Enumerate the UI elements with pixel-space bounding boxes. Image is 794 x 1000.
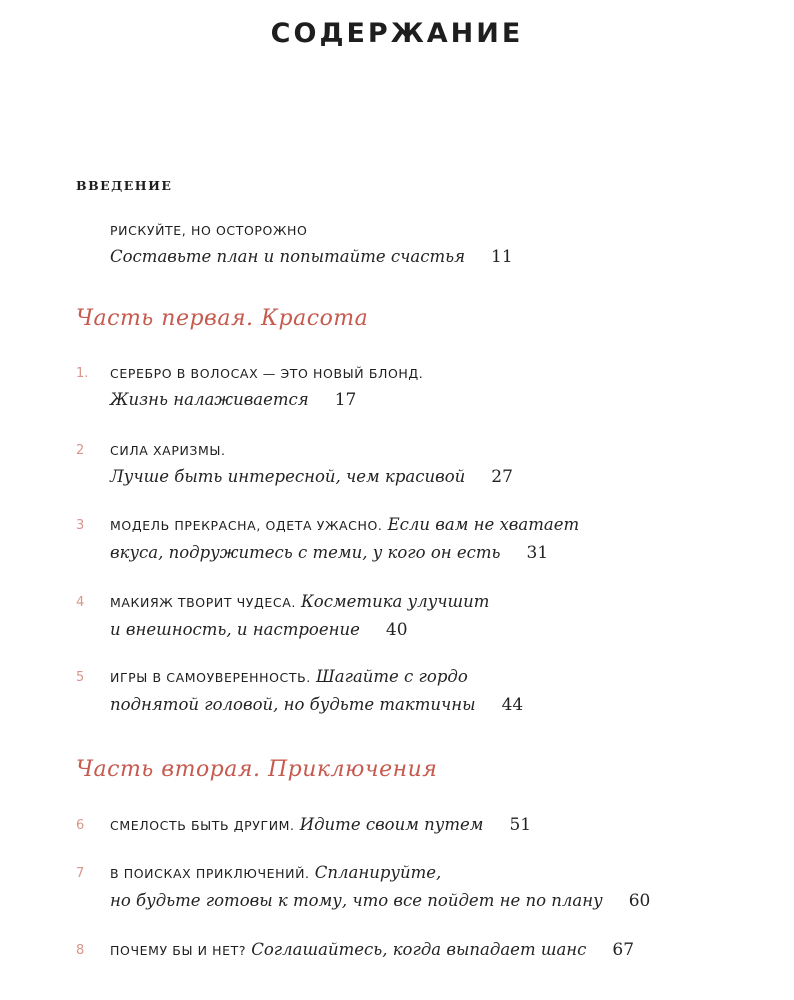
- chapter-heading: СМЕЛОСТЬ БЫТЬ ДРУГИМ.: [110, 818, 295, 833]
- chapter-6-line[interactable]: [110, 810, 531, 841]
- chapter-heading: МАКИЯЖ ТВОРИТ ЧУДЕСА.: [110, 595, 296, 610]
- intro-subtitle: Составьте план и попытайте счастья: [110, 247, 466, 266]
- chapter-heading: В ПОИСКАХ ПРИКЛЮЧЕНИЙ.: [110, 866, 310, 881]
- chapter-subtitle-start: Косметика улучшит: [301, 592, 490, 611]
- part-one-title: Часть первая. Красота: [76, 306, 369, 331]
- chapter-number: 8: [76, 943, 85, 958]
- chapter-number: 1.: [76, 366, 89, 381]
- chapter-number: 7: [76, 866, 85, 881]
- page-number: 17: [334, 390, 357, 410]
- page-number: 27: [491, 467, 513, 487]
- chapter-7-subtitle-line[interactable]: [110, 886, 650, 916]
- chapter-subtitle: Идите своим путем: [299, 815, 484, 834]
- chapter-subtitle: Лучше быть интересной, чем красивой: [110, 467, 466, 486]
- page-number: 11: [491, 247, 513, 267]
- chapter-3-heading-line[interactable]: [110, 510, 579, 541]
- chapter-3-subtitle-line[interactable]: [110, 538, 548, 568]
- chapter-number: 4: [76, 595, 85, 610]
- chapter-number: 5: [76, 670, 85, 685]
- page-number: 44: [501, 695, 524, 715]
- chapter-subtitle: вкуса, подружитесь с теми, у кого он есть: [110, 543, 501, 562]
- chapter-subtitle: и внешность, и настроение: [110, 620, 360, 639]
- chapter-subtitle: Жизнь налаживается: [110, 390, 309, 409]
- chapter-subtitle: но будьте готовы к тому, что все пойдет не по плану: [110, 891, 603, 910]
- page-number: 40: [385, 620, 408, 640]
- chapter-subtitle: Соглашайтесь, когда выпадает шанс: [251, 940, 587, 959]
- chapter-2-subtitle-line[interactable]: [110, 462, 513, 492]
- page-number: 51: [509, 815, 532, 835]
- chapter-1-subtitle-line[interactable]: [110, 385, 356, 415]
- chapter-subtitle-start: Если вам не хватает: [387, 515, 580, 534]
- chapter-4-subtitle-line[interactable]: [110, 615, 408, 645]
- page-number: 31: [526, 543, 549, 563]
- chapter-number: 3: [76, 518, 85, 533]
- part-two-title: Часть вторая. Приключения: [76, 757, 438, 782]
- page-number: 67: [612, 940, 635, 960]
- chapter-5-heading-line[interactable]: [110, 662, 468, 693]
- intro-subtitle-line[interactable]: [110, 242, 513, 272]
- chapter-subtitle-start: Шагайте с гордо: [315, 667, 468, 686]
- chapter-7-heading-line[interactable]: [110, 858, 441, 889]
- chapter-number: 2: [76, 443, 85, 458]
- chapter-number: 6: [76, 818, 85, 833]
- page-number: 60: [628, 891, 651, 911]
- chapter-5-subtitle-line[interactable]: [110, 690, 523, 720]
- chapter-heading: ПОЧЕМУ БЫ И НЕТ?: [110, 943, 247, 958]
- chapter-heading: МОДЕЛЬ ПРЕКРАСНА, ОДЕТА УЖАСНО.: [110, 518, 383, 533]
- chapter-4-heading-line[interactable]: [110, 587, 489, 618]
- chapter-heading: ИГРЫ В САМОУВЕРЕННОСТЬ.: [110, 670, 311, 685]
- intro-heading[interactable]: РИСКУЙТЕ, НО ОСТОРОЖНО: [110, 223, 308, 238]
- page-title: СОДЕРЖАНИЕ: [270, 18, 524, 49]
- chapter-heading: СИЛА ХАРИЗМЫ.: [110, 443, 226, 458]
- chapter-subtitle-start: Спланируйте,: [314, 863, 442, 882]
- chapter-8-line[interactable]: [110, 935, 634, 966]
- chapter-subtitle: поднятой головой, но будьте тактичны: [110, 695, 476, 714]
- intro-label: ВВЕДЕНИЕ: [76, 178, 173, 193]
- chapter-heading: СЕРЕБРО В ВОЛОСАХ — ЭТО НОВЫЙ БЛОНД.: [110, 366, 424, 381]
